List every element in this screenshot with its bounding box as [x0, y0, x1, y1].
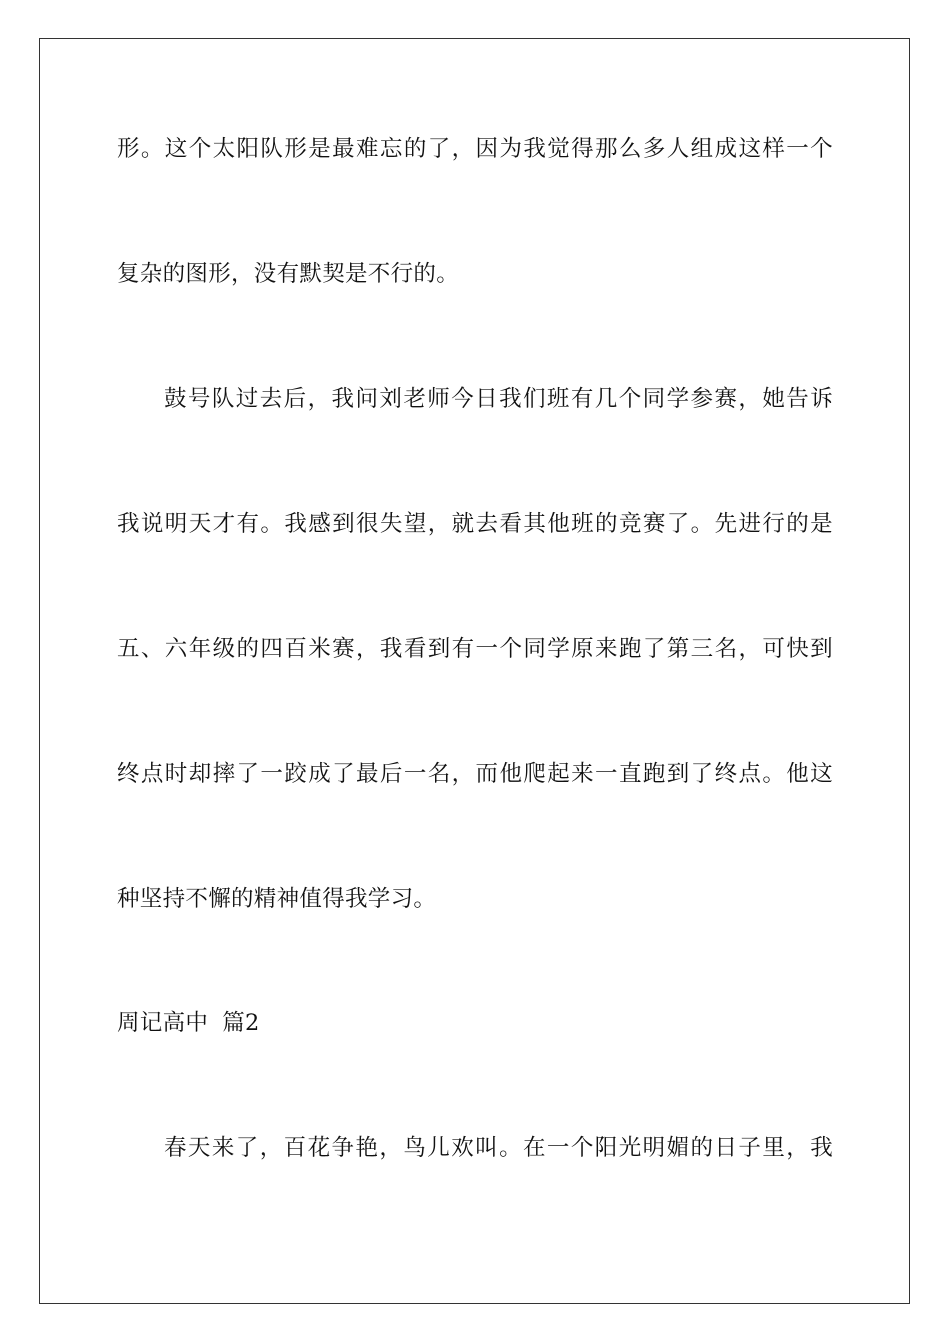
text-line-4: 我说明天才有。我感到很失望，就去看其他班的竞赛了。先进行的是	[117, 511, 833, 537]
section-heading	[117, 1008, 260, 1038]
text-line-5: 五、六年级的四百米赛，我看到有一个同学原来跑了第三名，可快到	[117, 636, 833, 662]
text-line-1: 形。这个太阳队形是最难忘的了，因为我觉得那么多人组成这样一个	[117, 136, 833, 162]
text-line-6: 终点时却摔了一跤成了最后一名，而他爬起来一直跑到了终点。他这	[117, 761, 833, 787]
text-line-3-paragraph-start: 鼓号队过去后，我问刘老师今日我们班有几个同学参赛，她告诉	[164, 386, 833, 412]
text-line-7: 种坚持不懈的精神值得我学习。	[117, 886, 437, 912]
section-heading-number: 篇2	[222, 1010, 260, 1036]
section-heading-title: 周记高中	[117, 1010, 209, 1036]
text-line-2: 复杂的图形，没有默契是不行的。	[117, 261, 460, 287]
page-frame	[39, 38, 910, 1304]
text-line-final-paragraph-start: 春天来了，百花争艳，鸟儿欢叫。在一个阳光明媚的日子里，我	[164, 1135, 833, 1161]
